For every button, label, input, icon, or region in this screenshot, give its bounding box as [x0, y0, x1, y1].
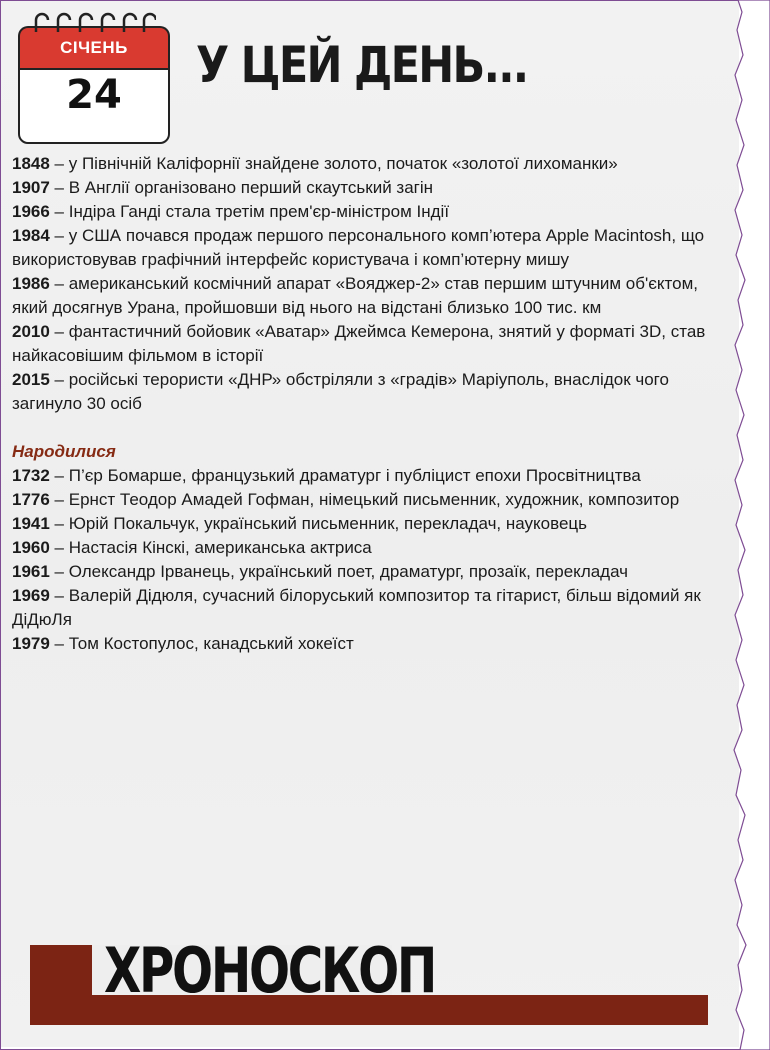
entry-year: 1941 [12, 514, 50, 533]
entry-year: 1907 [12, 178, 50, 197]
entry-text: – американський космічний апарат «Вояджер-2» став першим штучним об'єктом, який досягнув Урана, пройшовши від нього на відстані близько 100 тис. км [12, 274, 698, 317]
list-item [12, 512, 722, 536]
torn-paper-edge [730, 0, 770, 1050]
content [12, 152, 722, 656]
entry-year: 1961 [12, 562, 50, 581]
births-list [12, 464, 722, 656]
entry-year: 1986 [12, 274, 50, 293]
entry-text: – Юрій Покальчук, український письменник, перекладач, науковець [49, 514, 587, 533]
events-list [12, 152, 722, 416]
list-item [12, 536, 722, 560]
entry-text: – Валерій Дідюля, сучасний білоруський композитор та гітарист, більш відомий як ДіДюЛя [12, 586, 701, 629]
list-item [12, 320, 722, 368]
entry-text: – Олександр Ірванець, український поет, драматург, прозаїк, перекладач [49, 562, 629, 581]
entry-text: – Ернст Теодор Амадей Гофман, німецький письменник, художник, композитор [49, 490, 680, 509]
list-item [12, 632, 722, 656]
entry-text: – російські терористи «ДНР» обстріляли з «градів» Маріуполь, внаслідок чого загинуло 30 осіб [12, 370, 669, 413]
list-item [12, 224, 722, 272]
entry-year: 1732 [12, 466, 50, 485]
entry-text: – фантастичний бойовик «Аватар» Джеймса Кемерона, знятий у форматі 3D, став найкасовішим фільмом в історії [12, 322, 706, 365]
calendar-month: СІЧЕНЬ [60, 38, 128, 57]
entry-year: 1776 [12, 490, 50, 509]
entry-year: 1966 [12, 202, 50, 221]
entry-text: – Настасія Кінскі, американська актриса [49, 538, 372, 557]
page-title: У ЦЕЙ ДЕНЬ... [196, 36, 528, 94]
calendar-icon [18, 16, 168, 142]
list-item [12, 152, 722, 176]
entry-text: – у Північній Каліфорнії знайдене золото, початок «золотої лихоманки» [49, 154, 618, 173]
entry-year: 1979 [12, 634, 50, 653]
entry-text: – В Англії організовано перший скаутський загін [49, 178, 434, 197]
entry-text: – Індіра Ганді стала третім прем'єр-міністром Індії [49, 202, 450, 221]
list-item [12, 560, 722, 584]
list-item [12, 272, 722, 320]
entry-year: 1984 [12, 226, 50, 245]
list-item [12, 368, 722, 416]
list-item [12, 584, 722, 632]
entry-year: 2010 [12, 322, 50, 341]
births-title: Народилися [12, 442, 116, 461]
calendar-day: 24 [66, 72, 122, 118]
entry-year: 1848 [12, 154, 50, 173]
entry-text: – Том Костопулос, канадський хокеїст [49, 634, 354, 653]
entry-text: – П’єр Бомарше, французький драматург і публіцист епохи Просвітництва [49, 466, 641, 485]
footer-title: ХРОНОСКОП [104, 934, 435, 1007]
list-item [12, 488, 722, 512]
list-item [12, 464, 722, 488]
calendar-rings [32, 10, 156, 38]
entry-year: 2015 [12, 370, 50, 389]
entry-year: 1960 [12, 538, 50, 557]
entry-text: – у США почався продаж першого персонального комп’ютера Apple Macintosh, що використовував графічний інтерфейс користувача і комп’ютерну мишу [12, 226, 705, 269]
list-item [12, 200, 722, 224]
list-item [12, 176, 722, 200]
entry-year: 1969 [12, 586, 50, 605]
